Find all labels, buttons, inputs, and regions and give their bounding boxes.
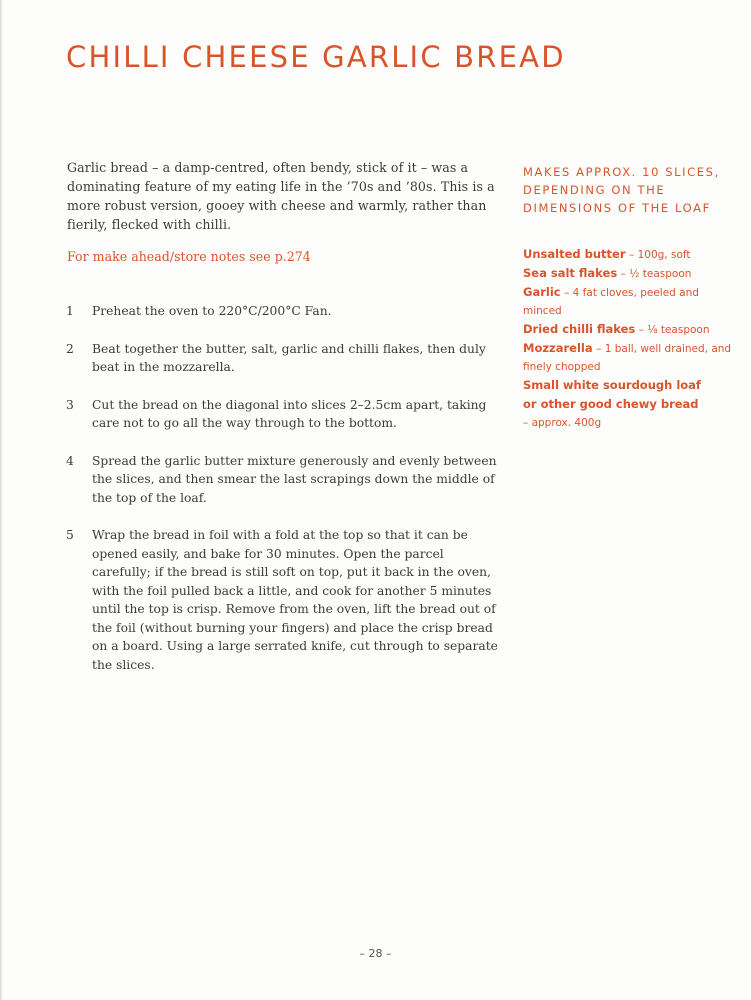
ingredient-detail: – ½ teaspoon (620, 268, 692, 280)
step-number: 3 (66, 397, 74, 412)
step-number: 4 (66, 453, 74, 468)
ingredients-column (523, 163, 738, 432)
method-steps (66, 302, 506, 693)
step-number: 1 (66, 304, 74, 318)
step (66, 302, 506, 321)
ingredient (523, 376, 703, 432)
ingredient-name: Dried chilli flakes (523, 322, 636, 336)
step-text: Spread the garlic butter mixture generously and evenly between the slices, and then smear the last scrapings down the middle of the top of the loaf. (92, 453, 497, 505)
step-text: Preheat the oven to 220°C/200°C Fan. (92, 304, 332, 318)
ingredient (523, 264, 738, 283)
ingredient-detail: – 1 ball, well drained, and finely chopped (523, 343, 732, 373)
ingredient-detail: – 100g, soft (629, 249, 691, 261)
ingredient (523, 283, 738, 320)
recipe-title: CHILLI CHEESE GARLIC BREAD (66, 40, 566, 74)
ingredient-name: Garlic (523, 285, 561, 299)
yield: MAKES APPROX. 10 SLICES, DEPENDING ON THE DIMENSIONS OF THE LOAF (523, 165, 720, 215)
ingredient-name: Mozzarella (523, 341, 593, 355)
step-text: Cut the bread on the diagonal into slices 2–2.5cm apart, taking care not to go all the way through to the bottom. (92, 397, 487, 430)
ingredient-name: Unsalted butter (523, 247, 626, 261)
page-edge (0, 0, 3, 1000)
ingredient-detail: – ⅛ teaspoon (638, 324, 710, 336)
ingredient-name: Sea salt flakes (523, 266, 618, 280)
page-number: – 28 – (359, 947, 392, 960)
step (66, 526, 506, 674)
ingredient-detail: – 4 fat cloves, peeled and minced (523, 287, 699, 317)
ingredient (523, 339, 738, 376)
step-number: 5 (66, 528, 74, 542)
ingredient (523, 320, 738, 339)
step-number: 2 (66, 341, 74, 356)
make-ahead-note: For make ahead/store notes see p.274 (67, 249, 311, 264)
step-text: Wrap the bread in foil with a fold at the top so that it can be opened easily, and bake for 30 minutes. Open the parcel carefully; if the bread is still soft on top, put it back in the oven, with the foil pulled back a little, and cook for another 5 minutes until the top is crisp. Remove from the oven, lift the bread out of the foil (without burning your fingers) and place the crisp bread on a board. Using a large serrated knife, cut through to separate the slices. (92, 528, 498, 672)
intro-paragraph: Garlic bread – a damp-centred, often bendy, stick of it – was a dominating feature of my eating life in the ’70s and ’80s. This is a more robust version, gooey with cheese and warmly, rather than fierily, flecked with chilli. (67, 160, 495, 232)
step (66, 340, 506, 377)
ingredient (523, 245, 738, 264)
step (66, 396, 506, 433)
step-text: Beat together the butter, salt, garlic and chilli flakes, then duly beat in the mozzarella. (92, 341, 486, 374)
ingredient-name: Small white sourdough loaf or other good chewy bread (523, 378, 701, 411)
ingredient-detail: – approx. 400g (523, 417, 602, 429)
step (66, 452, 506, 508)
